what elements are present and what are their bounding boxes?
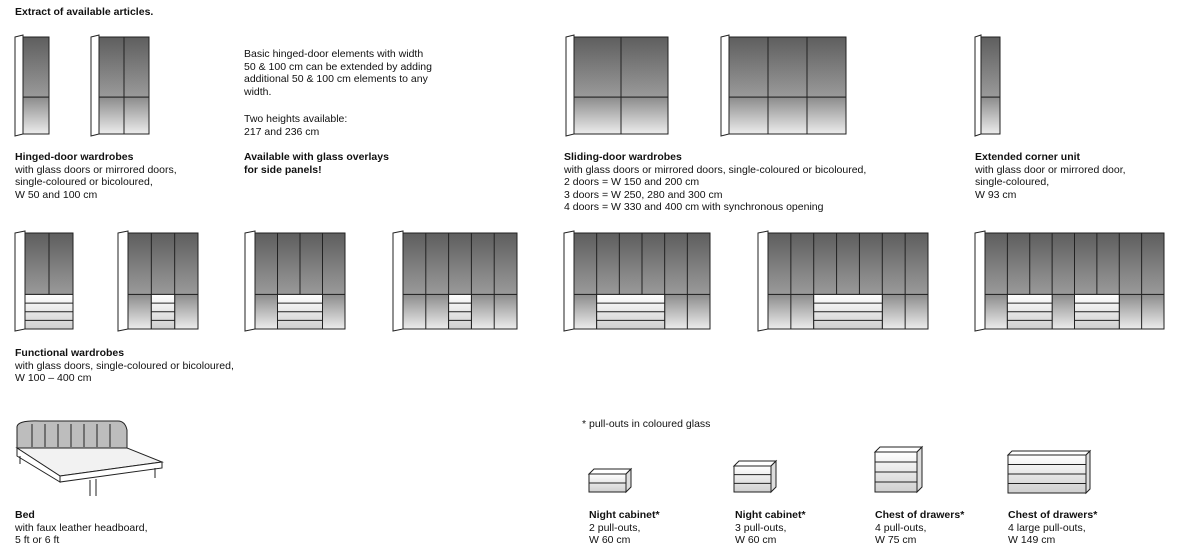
hinged-50-top (23, 37, 49, 97)
func-250-top (403, 233, 517, 294)
sliding-2door-side (566, 35, 574, 136)
caption-chest4-large: Chest of drawers* 4 large pull-outs, W 149 cm (1008, 509, 1098, 546)
caption-night3: Night cabinet* 3 pull-outs, W 60 cm (735, 509, 806, 546)
func-250-side (393, 231, 403, 331)
chest-4-side (917, 447, 922, 492)
caption-bed: Bed with faux leather headboard, 5 ft or 6 ft (15, 509, 148, 546)
sliding-3door-top (729, 37, 846, 97)
sliding-3door-bottom (729, 97, 846, 134)
func-100-side (15, 231, 25, 331)
caption-chest4: Chest of drawers* 4 pull-outs, W 75 cm (875, 509, 965, 546)
heights-text: Two heights available: 217 and 236 cm (244, 113, 348, 138)
hinged-50-side (15, 35, 23, 136)
caption-sliding: Sliding-door wardrobes with glass doors or mirrored doors, single-coloured or bicoloured, 2 doors = W 150 and 200 cm 3 doors = W 250, 280 and 300 cm 4 doors = W 330 and 400 cm with synchronous opening (564, 151, 867, 213)
chest-4-large-top (1008, 451, 1090, 455)
footnote: * pull-outs in coloured glass (582, 418, 711, 430)
night-cabinet-2-top (589, 469, 631, 474)
func-300-side (564, 231, 574, 331)
func-150-top (128, 233, 198, 294)
glass-overlay-note: Available with glass overlays for side panels! (244, 151, 389, 176)
func-200-side (245, 231, 255, 331)
caption-night2: Night cabinet* 2 pull-outs, W 60 cm (589, 509, 660, 546)
night-cabinet-3-top (734, 461, 776, 466)
night-cabinet-3-side (771, 461, 776, 492)
corner-unit-side (975, 35, 981, 136)
func-150-side (118, 231, 128, 331)
chest-4-large-side (1086, 451, 1090, 493)
caption-functional: Functional wardrobes with glass doors, single-coloured or bicoloured, W 100 – 400 cm (15, 347, 234, 384)
intro-text: Basic hinged-door elements with width 50 & 100 cm can be extended by adding additional 50 & 100 cm elements to any width. (244, 48, 432, 98)
chest-4-top (875, 447, 922, 452)
sliding-3door-side (721, 35, 729, 136)
caption-hinged: Hinged-door wardrobes with glass doors or mirrored doors, single-coloured or bicoloured, W 50 and 100 cm (15, 151, 177, 201)
func-400-side (975, 231, 985, 331)
hinged-100-side (91, 35, 99, 136)
func-350-side (758, 231, 768, 331)
night-cabinet-3-front (734, 466, 771, 492)
page-header: Extract of available articles. (15, 6, 154, 18)
func-350-top (768, 233, 928, 294)
hinged-50-bottom (23, 97, 49, 134)
corner-unit-bottom (981, 97, 1000, 134)
caption-corner: Extended corner unit with glass door or mirrored door, single-coloured, W 93 cm (975, 151, 1126, 201)
corner-unit-top (981, 37, 1000, 97)
